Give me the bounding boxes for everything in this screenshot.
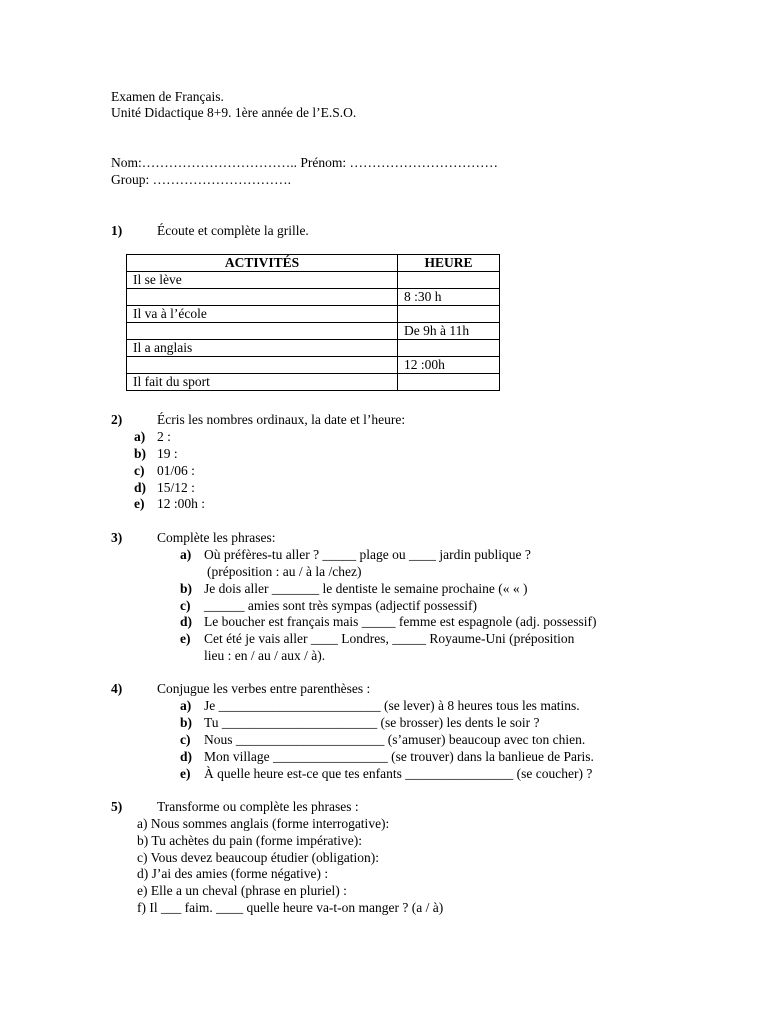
item-label: b) xyxy=(180,581,193,596)
question-5-text: Transforme ou complète les phrases : xyxy=(157,799,359,814)
question-1-text: Écoute et complète la grille. xyxy=(157,223,309,238)
list-item: e) Elle a un cheval (phrase en pluriel) : xyxy=(137,883,347,898)
list-item: Tu _______________________ (se brosser) les dents le soir ? xyxy=(204,715,540,730)
grid-cell xyxy=(398,306,500,323)
table-row xyxy=(127,340,500,357)
grid-cell: De 9h à 11h xyxy=(398,323,500,340)
table-row xyxy=(127,272,500,289)
list-item: 12 :00h : xyxy=(157,496,206,511)
item-label: a) xyxy=(180,698,192,713)
list-item: 15/12 : xyxy=(157,480,195,495)
grid-cell xyxy=(398,340,500,357)
list-item: 2 : xyxy=(157,429,171,444)
grid-cell xyxy=(127,289,398,306)
item-label: b) xyxy=(134,446,147,461)
item-label: d) xyxy=(180,749,193,764)
question-1-number: 1) xyxy=(111,223,123,238)
question-3-text: Complète les phrases: xyxy=(157,530,276,545)
grid-header-time: HEURE xyxy=(398,255,500,272)
grid-header-row xyxy=(127,255,500,272)
grid-cell: 12 :00h xyxy=(398,357,500,374)
item-label: c) xyxy=(134,463,145,478)
item-label: d) xyxy=(134,480,147,495)
item-label: a) xyxy=(134,429,146,444)
table-row xyxy=(127,374,500,391)
grid-cell xyxy=(127,323,398,340)
table-row xyxy=(127,306,500,323)
question-4-text: Conjugue les verbes entre parenthèses : xyxy=(157,681,371,696)
list-item: Où préfères-tu aller ? _____ plage ou ____ jardin publique ? xyxy=(204,547,531,562)
list-item: 19 : xyxy=(157,446,178,461)
table-row xyxy=(127,357,500,374)
list-item: Je dois aller _______ le dentiste le semaine prochaine (« « ) xyxy=(204,581,528,596)
question-4-number: 4) xyxy=(111,681,123,696)
group-line: Group: …………………………. xyxy=(111,172,291,187)
table-row xyxy=(127,323,500,340)
list-item: lieu : en / au / aux / à). xyxy=(204,648,326,663)
list-item: À quelle heure est-ce que tes enfants ________________ (se coucher) ? xyxy=(204,766,593,781)
list-item: d) J’ai des amies (forme négative) : xyxy=(137,866,329,881)
item-label: e) xyxy=(180,631,191,646)
question-5-number: 5) xyxy=(111,799,123,814)
grid-cell: 8 :30 h xyxy=(398,289,500,306)
item-label: c) xyxy=(180,598,191,613)
item-label: b) xyxy=(180,715,193,730)
grid-cell: Il se lève xyxy=(127,272,398,289)
grid-cell: Il a anglais xyxy=(127,340,398,357)
list-item: Mon village _________________ (se trouver) dans la banlieue de Paris. xyxy=(204,749,594,764)
item-label: a) xyxy=(180,547,192,562)
item-label: e) xyxy=(134,496,145,511)
list-item: a) Nous sommes anglais (forme interrogative): xyxy=(137,816,390,831)
list-item: b) Tu achètes du pain (forme impérative): xyxy=(137,833,362,848)
list-item: 01/06 : xyxy=(157,463,195,478)
question-2-number: 2) xyxy=(111,412,123,427)
table-row xyxy=(127,289,500,306)
grid-cell: Il fait du sport xyxy=(127,374,398,391)
list-item: Le boucher est français mais _____ femme est espagnole (adj. possessif) xyxy=(204,614,597,629)
grid-cell xyxy=(398,374,500,391)
name-line: Nom:…………………………….. Prénom: …………………………… xyxy=(111,155,498,170)
list-item: Je ________________________ (se lever) à 8 heures tous les matins. xyxy=(204,698,580,713)
exam-subtitle: Unité Didactique 8+9. 1ère année de l’E.S.O. xyxy=(111,105,357,120)
grid-header-activities: ACTIVITÉS xyxy=(127,255,398,272)
schedule-grid xyxy=(126,254,500,391)
list-item: ______ amies sont très sympas (adjectif possessif) xyxy=(204,598,477,613)
grid-cell: Il va à l’école xyxy=(127,306,398,323)
list-item: (préposition : au / à la /chez) xyxy=(207,564,362,579)
list-item: f) Il ___ faim. ____ quelle heure va-t-on manger ? (a / à) xyxy=(137,900,444,915)
grid-cell xyxy=(127,357,398,374)
question-2-text: Écris les nombres ordinaux, la date et l’heure: xyxy=(157,412,406,427)
item-label: c) xyxy=(180,732,191,747)
exam-title: Examen de Français. xyxy=(111,89,224,104)
item-label: e) xyxy=(180,766,191,781)
list-item: Cet été je vais aller ____ Londres, _____ Royaume-Uni (préposition xyxy=(204,631,575,646)
grid-cell xyxy=(398,272,500,289)
question-3-number: 3) xyxy=(111,530,123,545)
list-item: Nous ______________________ (s’amuser) beaucoup avec ton chien. xyxy=(204,732,586,747)
item-label: d) xyxy=(180,614,193,629)
list-item: c) Vous devez beaucoup étudier (obligation): xyxy=(137,850,380,865)
